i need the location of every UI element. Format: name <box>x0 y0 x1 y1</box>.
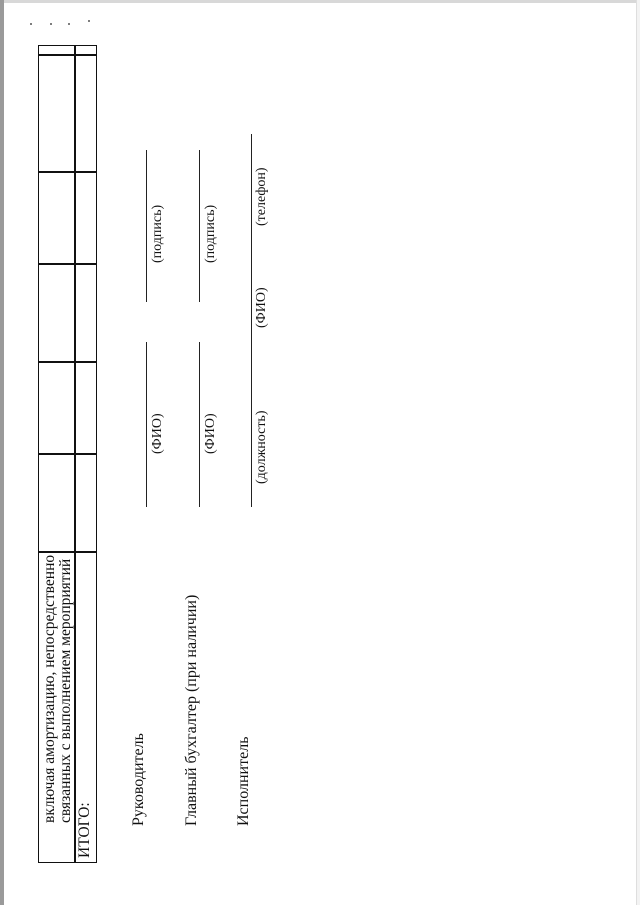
chief-accountant-label: Главный бухгалтер (при наличии) <box>183 594 200 826</box>
table-column-divider <box>39 171 96 173</box>
executor-line <box>251 134 252 507</box>
scan-speck <box>88 20 90 22</box>
scan-edge-right <box>636 0 640 905</box>
table-column-divider <box>39 453 96 455</box>
table-total-label: ИТОГО: <box>76 802 93 858</box>
head-fio-line <box>146 342 147 507</box>
table-column-divider <box>39 263 96 265</box>
chief-accountant-fio-caption: (ФИО) <box>203 413 218 454</box>
executor-phone-caption: (телефон) <box>254 167 269 226</box>
executor-position-caption: (должность) <box>254 410 269 484</box>
head-fio-caption: (ФИО) <box>150 413 165 454</box>
table-column-divider <box>39 361 96 363</box>
head-signature-line <box>146 150 147 302</box>
executor-fio-caption: (ФИО) <box>254 287 269 328</box>
executor-label: Исполнитель <box>235 736 252 826</box>
scan-speck <box>68 23 70 25</box>
table-column-divider <box>39 54 96 56</box>
chief-accountant-signature-caption: (подпись) <box>203 204 218 263</box>
head-label: Руководитель <box>130 733 147 826</box>
table-row-text-line-2: связанных с выполнением мероприятий <box>57 558 74 823</box>
head-signature-caption: (подпись) <box>150 204 165 263</box>
scan-edge-left <box>0 0 4 905</box>
chief-accountant-fio-line <box>199 342 200 507</box>
chief-accountant-signature-line <box>199 150 200 302</box>
scan-speck <box>30 23 32 25</box>
table-row-text-line-1: включая амортизацию, непосредственно <box>41 554 58 823</box>
scan-edge-top <box>0 0 636 3</box>
scan-speck <box>50 23 52 25</box>
table-column-divider <box>39 551 96 553</box>
